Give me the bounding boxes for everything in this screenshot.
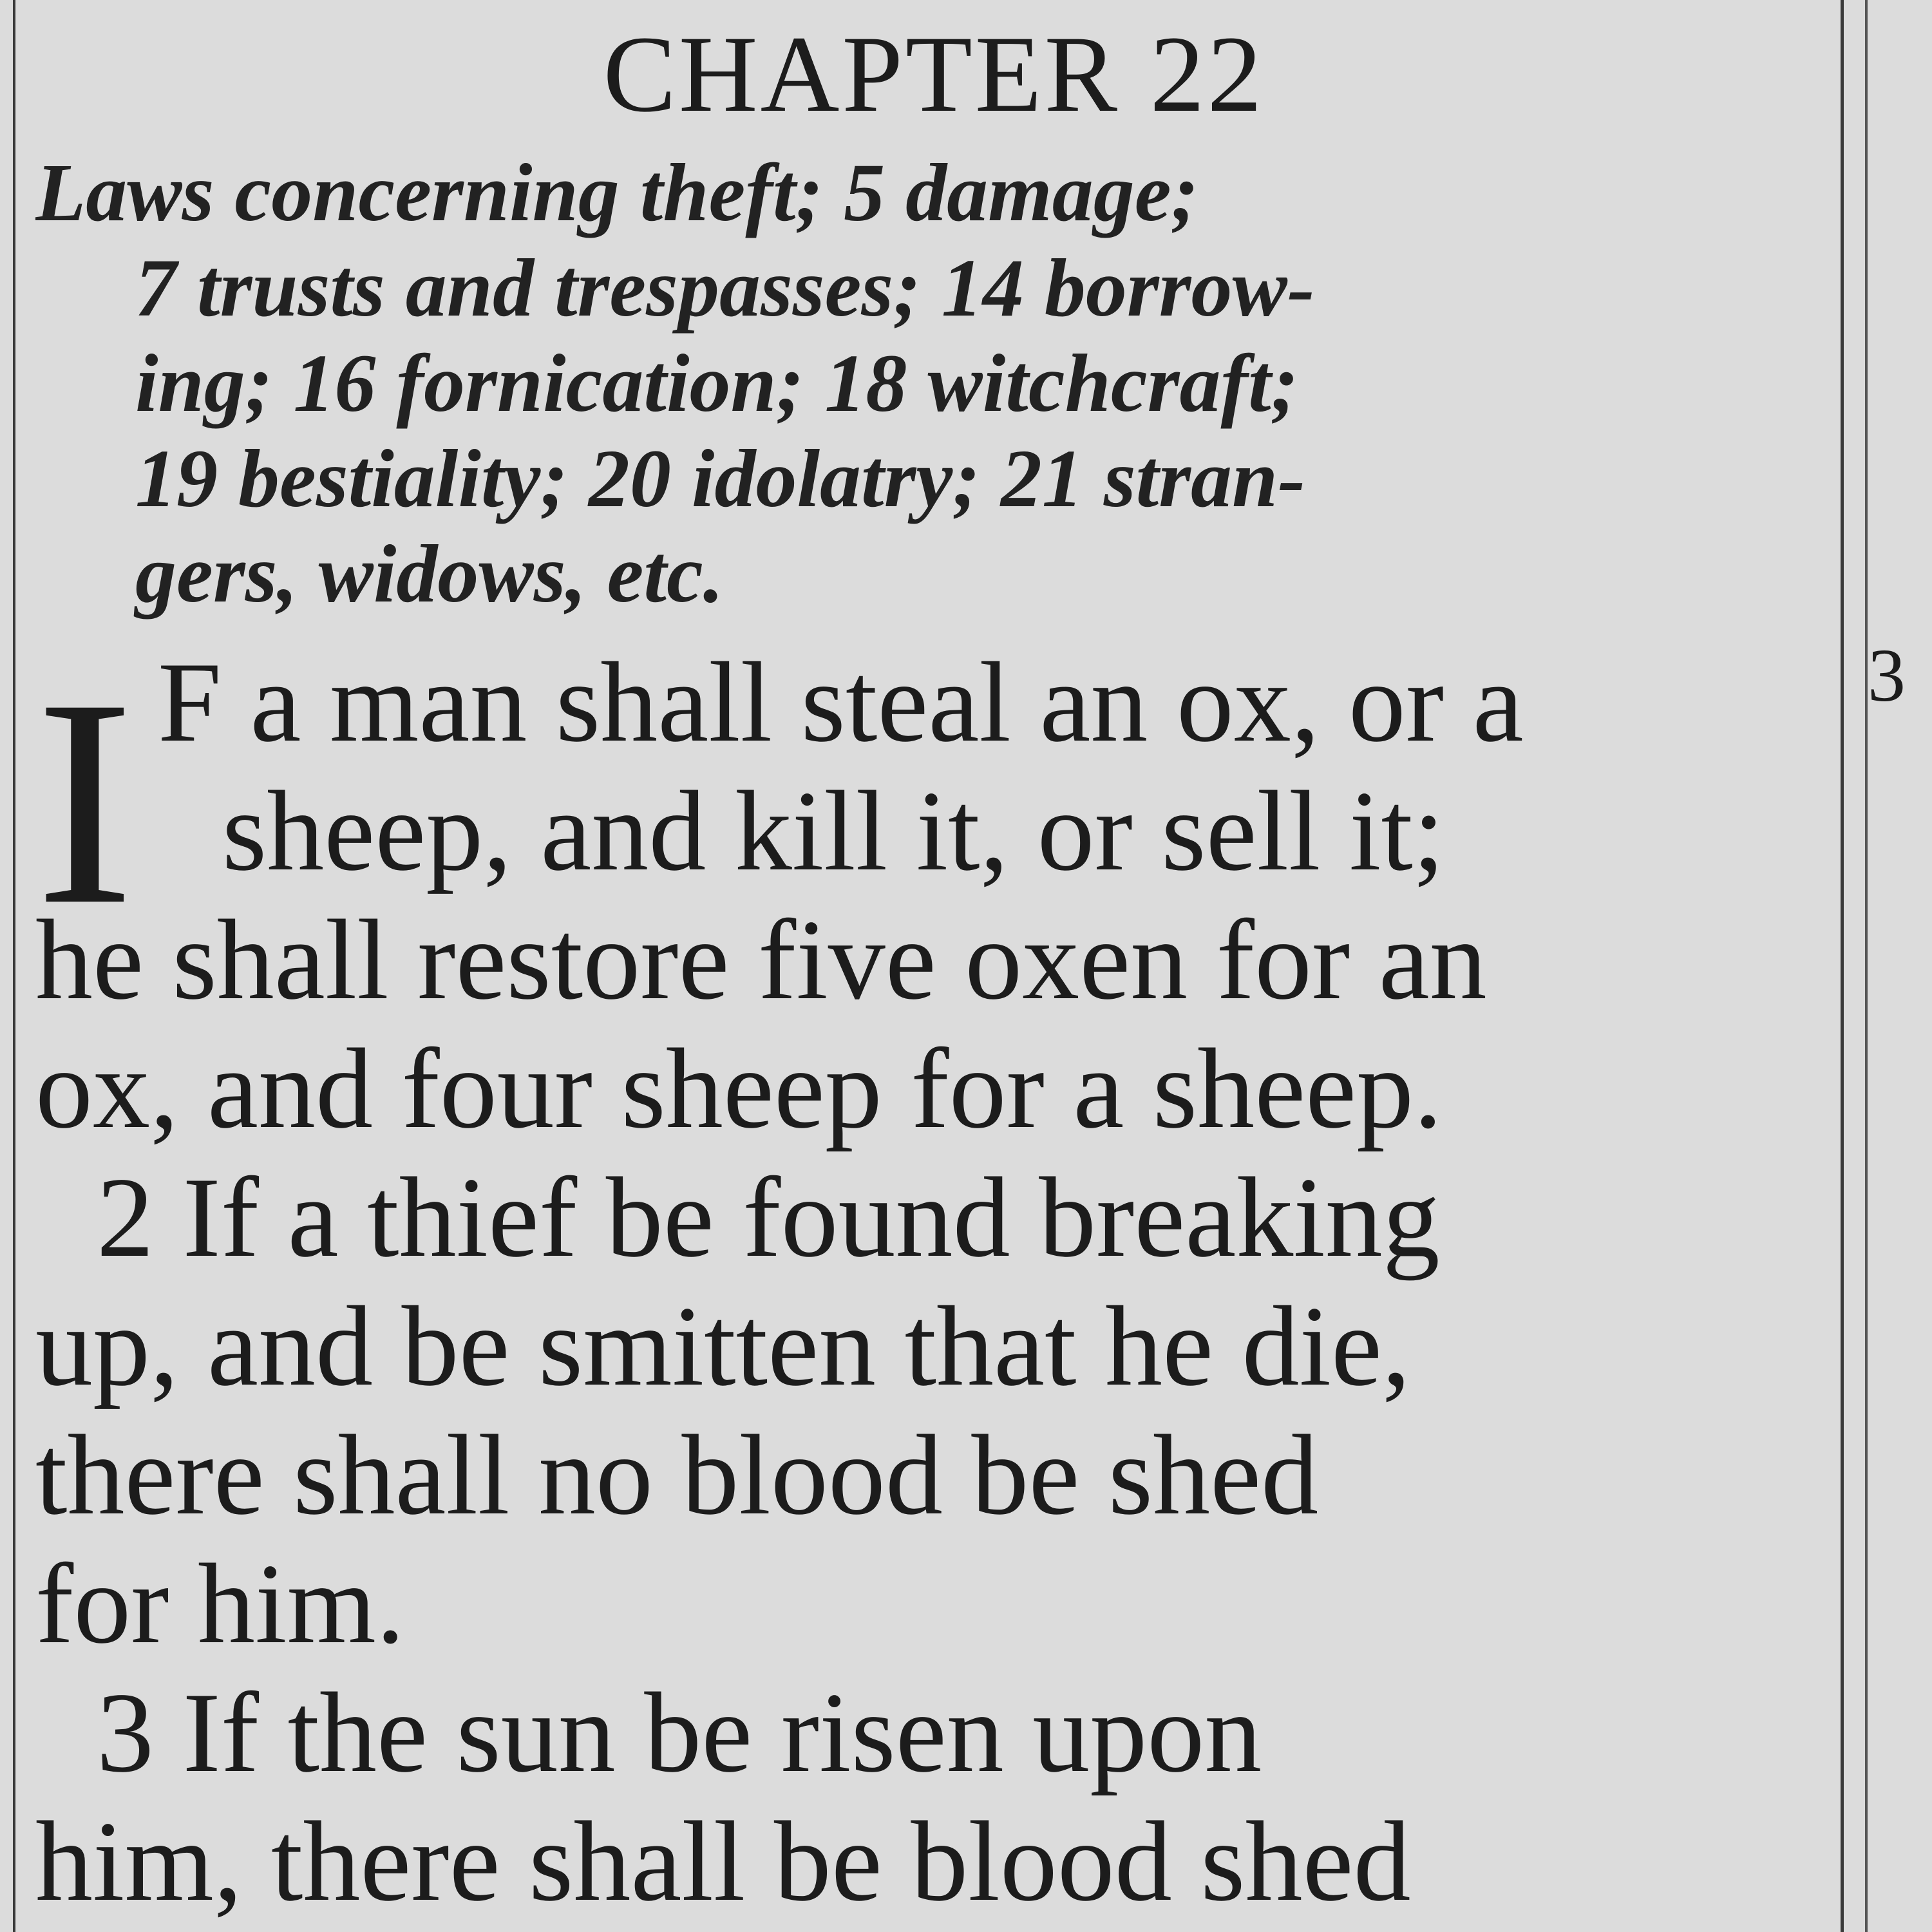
summary-line: Laws concerning theft; 5 damage; <box>35 147 1199 238</box>
verse-line: for him. <box>35 1540 405 1667</box>
column-rule-left <box>13 0 15 1932</box>
summary-line: 19 bestiality; 20 idolatry; 21 stran- <box>135 433 1305 524</box>
verse-line: up, and be smitten that he die, <box>35 1282 1411 1410</box>
chapter-heading: CHAPTER 22 <box>603 14 1265 135</box>
verse-line: sheep, and kill it, or sell it; <box>222 767 1445 895</box>
margin-number: 3 <box>1868 633 1906 717</box>
summary-line: gers, widows, etc. <box>135 528 724 620</box>
column-rule-right <box>1841 0 1844 1932</box>
verse-line: ox, and four sheep for a sheep. <box>35 1025 1443 1152</box>
chapter-summary <box>35 145 1826 621</box>
drop-cap: I <box>35 638 135 966</box>
verse-text <box>35 638 1832 1926</box>
column-rule-outer <box>1865 0 1868 1932</box>
verse-line: he shall restore five oxen for an <box>35 896 1487 1023</box>
verse-line: F a man shall steal an ox, or a <box>158 638 1524 766</box>
verse-line: there shall no blood be shed <box>35 1411 1319 1539</box>
summary-line: ing; 16 fornication; 18 witchcraft; <box>135 337 1299 429</box>
text-column <box>35 0 1832 1932</box>
verse-line: him, there shall be blood shed <box>35 1797 1411 1925</box>
verse-line: 2 If a thief be found breaking <box>97 1153 1440 1281</box>
verse-line: 3 If the sun be risen upon <box>97 1669 1262 1796</box>
summary-line: 7 trusts and trespasses; 14 borrow- <box>135 242 1315 334</box>
